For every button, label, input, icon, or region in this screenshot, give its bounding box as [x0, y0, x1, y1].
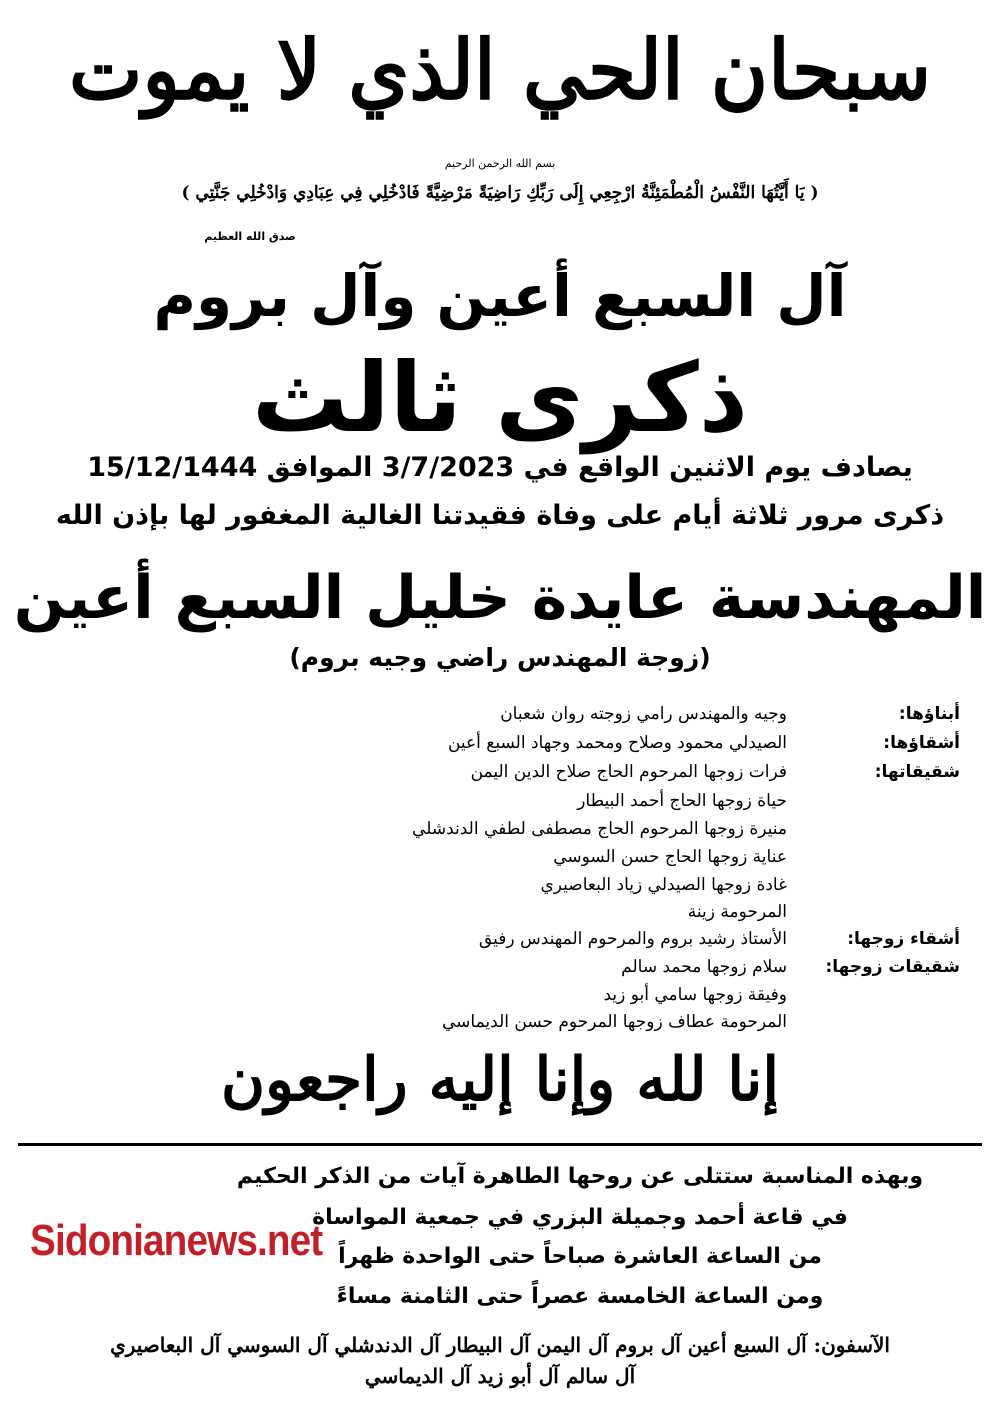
relative-row [0, 1012, 1000, 1042]
relative-row [0, 875, 1000, 905]
closing-calligraphy: إنا لله وإنا إليه راجعون [220, 1045, 780, 1115]
relative-label: شقيقات زوجها: [825, 957, 960, 977]
relative-value: سلام زوجها محمد سالم [621, 957, 787, 977]
relative-label: أشقاء زوجها: [847, 929, 960, 949]
relative-value: منيرة زوجها المرحوم الحاج مصطفى لطفي الدندشلي [412, 819, 787, 839]
relative-row [0, 791, 1000, 821]
families-title: آل السبع أعين وآل بروم [153, 262, 847, 330]
relative-label: أبناؤها: [898, 704, 960, 724]
site-watermark: Sidonianews.net [30, 1216, 323, 1265]
relative-row [0, 847, 1000, 877]
session-line-3: من الساعة العاشرة صباحاً حتى الواحدة ظهراً [338, 1244, 822, 1269]
top-calligraphy-title: سبحان الحي الذي لا يموت [68, 22, 932, 119]
relative-row [0, 704, 1000, 734]
quran-verse: ( يَا أَيَّتُهَا النَّفْسُ الْمُطْمَئِنَّةُ ارْجِعِي إِلَى رَبِّكِ رَاضِيَةً مَرْضِيَّةً فَادْخُلِي فِي عِبَادِي وَادْخُلِي جَنَّتِي ) [181, 183, 819, 203]
relative-label: أشقاؤها: [883, 733, 960, 753]
session-line-2: في قاعة أحمد وجميلة البزري في جمعية المواساة [312, 1205, 848, 1230]
deceased-name: المهندسة عايدة خليل السبع أعين [13, 563, 987, 633]
relative-value: حياة زوجها الحاج أحمد البيطار [577, 791, 787, 811]
relative-value: الصيدلي محمود وصلاح ومحمد وجهاد السبع أعين [447, 733, 787, 753]
relative-value: المرحومة عطاف زوجها المرحوم حسن الديماسي [442, 1012, 787, 1032]
relative-row [0, 929, 1000, 959]
verse-closing: صدق الله العظيم [204, 230, 296, 243]
relative-value: فرات زوجها المرحوم الحاج صلاح الدين اليمن [470, 762, 787, 782]
memorial-title: ذكرى ثالث [252, 342, 748, 454]
relative-label: شقيقاتها: [874, 762, 960, 782]
mourners-line-1: الآسفون: آل السبع أعين آل بروم آل اليمن آل البيطار آل الدندشلي آل السوسي آل البعاصيري [110, 1333, 890, 1357]
occasion-line: ذكرى مرور ثلاثة أيام على وفاة فقيدتنا الغالية المغفور لها بإذن الله [55, 500, 945, 531]
relative-value: المرحومة زينة [687, 902, 787, 922]
mourners-line-2: آل سالم آل أبو زيد آل الديماسي [364, 1364, 636, 1388]
session-line-4: ومن الساعة الخامسة عصراً حتى الثامنة مساءً [336, 1284, 824, 1309]
date-line: يصادف يوم الاثنين الواقع في 3/7/2023 الموافق 15/12/1444 [87, 452, 913, 483]
relative-value: الأستاذ رشيد بروم والمرحوم المهندس رفيق [478, 929, 787, 949]
session-line-1: وبهذه المناسبة ستتلى عن روحها الطاهرة آيات من الذكر الحكيم [236, 1164, 924, 1189]
wife-of-line: (زوجة المهندس راضي وجيه بروم) [289, 643, 711, 672]
relative-row [0, 819, 1000, 849]
relative-row [0, 733, 1000, 763]
relative-value: وجيه والمهندس رامي زوجته روان شعبان [500, 704, 787, 724]
relative-value: عناية زوجها الحاج حسن السوسي [553, 847, 787, 867]
relative-row [0, 957, 1000, 987]
relative-value: غادة زوجها الصيدلي زياد البعاصيري [540, 875, 787, 895]
relative-row [0, 902, 1000, 932]
divider [18, 1143, 982, 1146]
relative-row [0, 762, 1000, 792]
relative-value: وفيقة زوجها سامي أبو زيد [603, 985, 787, 1005]
relative-row [0, 985, 1000, 1015]
basmala: بسم الله الرحمن الرحيم [444, 157, 556, 170]
